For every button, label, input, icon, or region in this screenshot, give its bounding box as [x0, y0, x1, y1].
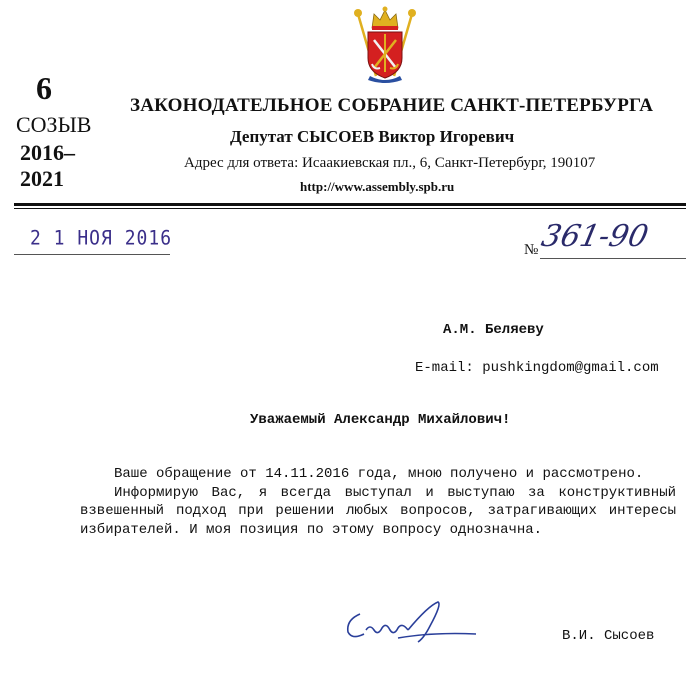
convocation-years: 2016– 2021 [20, 140, 75, 191]
recipient-email: E-mail: pushkingdom@gmail.com [415, 360, 659, 376]
convocation-label: СОЗЫВ [16, 112, 92, 137]
outgoing-number: 361-90 [538, 219, 652, 254]
organization-title: ЗАКОНОДАТЕЛЬНОЕ СОБРАНИЕ САНКТ-ПЕТЕРБУРГА [130, 95, 654, 116]
signer-name: В.И. Сысоев [562, 628, 655, 644]
number-sign: № [524, 242, 539, 258]
handwritten-signature [338, 596, 478, 646]
paragraph: Информирую Вас, я всегда выступал и выступаю за конструктивный взвешенный подход при решении любых вопросов, затрагивающих интересы избирателей. И моя позиция по этому вопросу однозначна. [80, 484, 676, 538]
paragraph: Ваше обращение от 14.11.2016 года, мною получено и рассмотрено. [114, 466, 644, 482]
date-stamp: 2 1 НОЯ 2016 [30, 226, 173, 251]
header-rule-thin [14, 208, 686, 209]
website-link[interactable]: http://www.assembly.spb.ru [300, 179, 455, 194]
convocation-number: 6 [36, 70, 52, 106]
salutation: Уважаемый Александр Михайлович! [250, 412, 511, 428]
number-underline [540, 258, 686, 259]
letter-body [80, 465, 676, 539]
reply-address: Адрес для ответа: Исаакиевская пл., 6, Санкт-Петербург, 190107 [184, 155, 596, 171]
deputy-name: Депутат СЫСОЕВ Виктор Игоревич [230, 127, 515, 146]
coat-of-arms-icon [350, 6, 420, 84]
recipient: А.М. Беляеву [443, 322, 544, 338]
header-rule-thick [14, 203, 686, 206]
date-underline [14, 254, 170, 255]
